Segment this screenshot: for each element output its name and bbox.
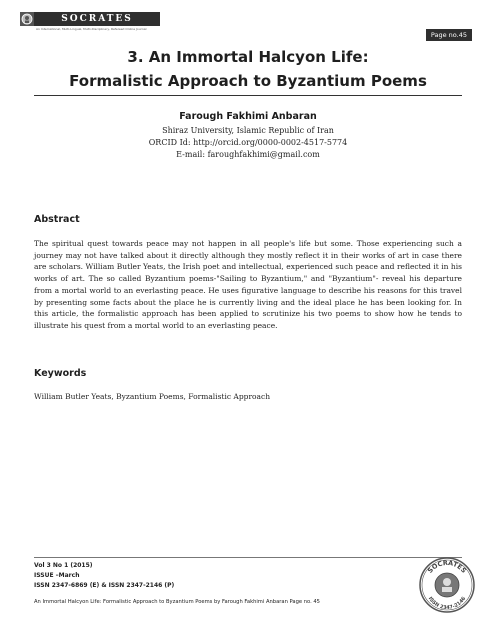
logo-tagline: An International, Multi-Lingual, Multi-Disciplinary, Refereed Online Journal — [36, 27, 147, 31]
journal-logo — [20, 12, 160, 26]
paper-title-line-2: Formalistic Approach to Byzantium Poems — [69, 72, 427, 90]
footer-issue: ISSUE –March — [34, 572, 80, 579]
author-email: E-mail: faroughfakhimi@gmail.com — [176, 150, 320, 159]
author-orcid: ORCID Id: http://orcid.org/0000-0002-4517-5774 — [148, 138, 348, 147]
paper-title-line-1: 3. An Immortal Halcyon Life: — [127, 48, 369, 66]
logo-emblem-icon — [20, 12, 34, 26]
footer-volume: Vol 3 No 1 (2015) — [34, 562, 93, 569]
footer-divider — [34, 557, 462, 558]
abstract-body: The spiritual quest towards peace may not happen in all people's life but some. Those experiencing such a journey may not have talked about it directly although they mostly reflect it in their works of art in case there are scholars. William Butler Yeats, the Irish poet and intellectual, experienced such peace and reflected it in his works of art. The so called Byzantium poems-"Sailing to Byzantium," and "Byzantium"- reveal his departure from a mortal world to an everlasting peace. He uses figurative language to describe his reasons for this travel by presenting some facts about the place he is currently living and the ideal place he has been looking for. In this article, the formalistic approach has been applied to scrutinize his two poems to show how he tends to illustrate his quest from a mortal world to an everlasting peace. — [34, 239, 462, 330]
footer-issn: ISSN 2347-6869 (E) & ISSN 2347-2146 (P) — [34, 582, 175, 589]
keywords-heading: Keywords — [34, 368, 87, 379]
seal-text-bottom: ISSN 2347-2146 — [426, 595, 468, 612]
abstract-heading: Abstract — [34, 214, 80, 225]
logo-text: SOCRATES — [61, 14, 133, 24]
footer-caption: An Immortal Halcyon Life: Formalistic Approach to Byzantium Poems by Farough Fakhimi Anbaran Page no. 45 — [34, 599, 320, 605]
footer-publication-info — [34, 561, 174, 591]
page-number-badge: Page no.45 — [426, 29, 472, 41]
author-affiliation: Shiraz University, Islamic Republic of Iran — [162, 126, 334, 135]
title-divider — [34, 95, 462, 96]
journal-header — [12, 10, 484, 40]
keywords-body: William Butler Yeats, Byzantium Poems, Formalistic Approach — [34, 392, 271, 401]
seal-text-top: SOCRATES — [426, 558, 468, 575]
journal-seal-icon — [418, 556, 476, 614]
author-name: Farough Fakhimi Anbaran — [179, 111, 317, 122]
